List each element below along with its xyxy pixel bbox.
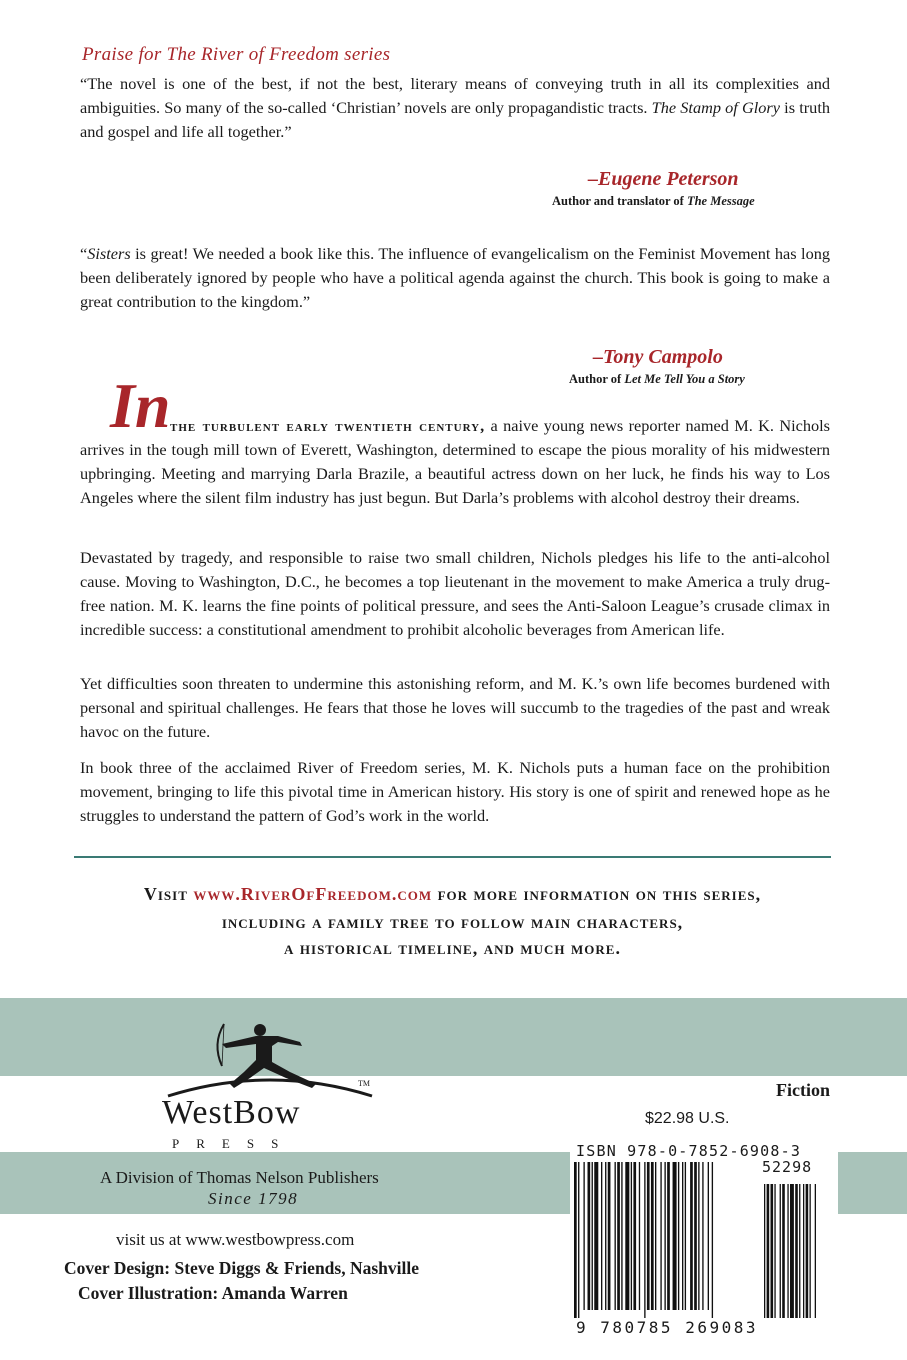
barcode-bar	[605, 1162, 606, 1310]
addon-bar	[767, 1184, 770, 1318]
barcode-bar	[702, 1162, 703, 1310]
barcode-bar	[651, 1162, 654, 1310]
barcode-bar	[682, 1162, 683, 1310]
barcode-bar	[694, 1162, 697, 1310]
publisher-since: Since 1798	[208, 1189, 299, 1208]
barcode-bar	[644, 1162, 645, 1318]
barcode-bar	[625, 1162, 629, 1310]
barcode-bar	[708, 1162, 709, 1310]
addon-bar	[806, 1184, 809, 1318]
attribution-campolo: Author of Let Me Tell You a Story	[569, 372, 745, 386]
signature-peterson: –Eugene Peterson	[588, 168, 739, 190]
cover-design-credit: Cover Design: Steve Diggs & Friends, Nashville	[64, 1258, 419, 1278]
publisher-division: A Division of Thomas Nelson Publishers	[100, 1168, 379, 1187]
publisher-website[interactable]: visit us at www.westbowpress.com	[116, 1230, 355, 1249]
barcode-bar	[594, 1162, 598, 1310]
series-website-link[interactable]: www.RiverOfFreedom.com	[193, 884, 433, 904]
press-logo-text: PRESS	[172, 1136, 296, 1151]
addon-bar	[764, 1184, 765, 1318]
barcode-bar	[655, 1162, 656, 1310]
archer-logo-icon	[160, 1014, 380, 1098]
barcode-bar	[712, 1162, 713, 1318]
cover-illustration-credit: Cover Illustration: Amanda Warren	[78, 1283, 348, 1303]
category-label: Fiction	[776, 1080, 830, 1100]
barcode-bar	[660, 1162, 661, 1310]
signature-campolo: –Tony Campolo	[593, 346, 723, 368]
drop-cap: In	[110, 370, 171, 441]
blurb-paragraph-4: In book three of the acclaimed River of Freedom series, M. K. Nichols puts a human face on the prohibition movement, bringing to life this pivotal time in American history. His story is one of spirit and renewed hope as he struggles to understand the pattern of God’s work in the world.	[80, 758, 830, 825]
visit-line-2: including a family tree to follow main characters,	[221, 912, 684, 932]
barcode-bar	[601, 1162, 602, 1310]
addon-bar	[803, 1184, 804, 1318]
isbn-text: ISBN 978-0-7852-6908-3	[576, 1142, 802, 1160]
addon-bar	[787, 1184, 788, 1318]
barcode-bar	[592, 1162, 593, 1310]
barcode-bar	[615, 1162, 616, 1310]
barcode-bar	[621, 1162, 622, 1310]
barcode-bar	[664, 1162, 665, 1310]
quote-peterson: “The novel is one of the best, if not the best, literary means of conveying truth in all its complexities and ambiguities. So many of the so-called ‘Christian’ novels are only propagandistic tracts. The Stamp of Glory is truth and gospel and life all together.”	[80, 74, 830, 141]
barcode-bar	[578, 1162, 579, 1318]
price-label: $22.98 U.S.	[645, 1110, 730, 1127]
praise-heading: Praise for The River of Freedom series	[82, 44, 391, 65]
barcode-bar	[633, 1162, 636, 1310]
attribution-peterson: Author and translator of The Message	[552, 194, 755, 208]
visit-line-3: a historical timeline, and much more.	[284, 938, 621, 958]
blurb-paragraph-2: Devastated by tragedy, and responsible to raise two small children, Nichols pledges his life to the anti-alcohol cause. Moving to Washington, D.C., he becomes a top lieutenant in the movement to make America a truly drug-free nation. M. K. learns the fine points of political pressure, and sees the Anti-Saloon League’s crusade climax in incredible success: a constitutional amendment to prohibit alcoholic beverages from American life.	[80, 548, 830, 639]
top-green-band	[0, 998, 907, 1076]
barcode-bar	[588, 1162, 591, 1310]
quote-campolo: “Sisters is great! We needed a book like this. The influence of evangelicalism on the Feminist Movement has long been deliberately ignored by people who have a political agenda against the church. This book is going to make a great contribution to the kingdom.”	[80, 244, 830, 311]
addon-bar	[771, 1184, 774, 1318]
barcode-bar	[673, 1162, 677, 1310]
barcode-bar	[698, 1162, 699, 1310]
price-addon-number: 52298	[762, 1158, 813, 1176]
addon-bar	[782, 1184, 785, 1318]
barcode-bar	[608, 1162, 611, 1310]
barcode-bar	[639, 1162, 640, 1310]
addon-bar	[774, 1184, 775, 1318]
barcode-bar	[685, 1162, 686, 1310]
divider-rule	[74, 856, 831, 858]
barcode-bar	[574, 1162, 577, 1318]
barcode-bar	[617, 1162, 620, 1310]
ean-number: 9 780785 269083	[576, 1318, 758, 1337]
barcode-bar	[667, 1162, 670, 1310]
barcode-bar	[647, 1162, 650, 1310]
addon-bar	[780, 1184, 781, 1318]
westbow-logo-text: WestBow	[162, 1094, 301, 1131]
barcode-icon	[574, 1162, 834, 1320]
visit-line-1: Visit www.RiverOfFreedom.com for more information on this series,	[143, 884, 762, 904]
barcode-bar	[631, 1162, 632, 1310]
addon-bar	[815, 1184, 816, 1318]
trademark-mark: TM	[358, 1079, 370, 1088]
blurb-paragraph-3: Yet difficulties soon threaten to undermine this astonishing reform, and M. K.’s own life becomes burdened with personal and spiritual challenges. He fears that those he loves will succumb to the tragedies of the past and wreak havoc on the future.	[80, 674, 830, 741]
barcode-bar	[678, 1162, 679, 1310]
addon-bar	[790, 1184, 794, 1318]
addon-bar	[799, 1184, 800, 1318]
blurb-paragraph-1: the turbulent early twentieth century, a naive young news reporter named M. K. Nichols arrives in the tough mill town of Everett, Washington, determined to escape the pious morality of his midwestern upbringing. Meeting and marrying Darla Brazile, a beautiful actress down on her luck, he finds his way to Los Angeles where the silent film industry has just begun. But Darla’s problems with alcohol destroy their dreams.	[80, 416, 830, 507]
addon-bar	[795, 1184, 798, 1318]
addon-bar	[810, 1184, 811, 1318]
barcode-bar	[583, 1162, 584, 1310]
barcode-bar	[690, 1162, 693, 1310]
